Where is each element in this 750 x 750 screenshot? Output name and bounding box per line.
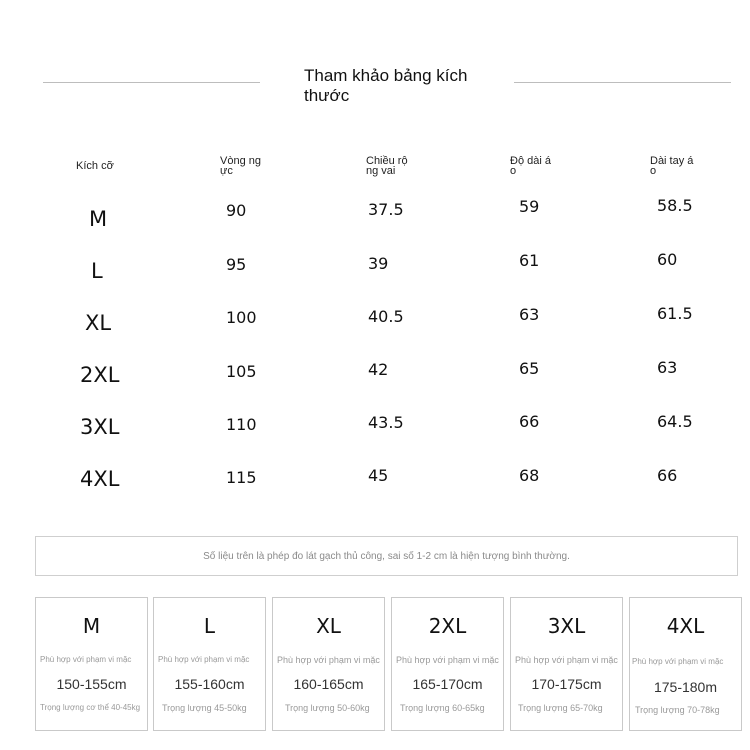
card-height: 150-155cm [56,676,127,692]
card-size: L [203,614,216,638]
row-size: 2XL [80,363,120,387]
row-sleeve: 66 [657,466,678,485]
row-length: 61 [519,251,540,270]
row-shoulder: 39 [368,254,389,273]
row-sleeve: 58.5 [657,196,693,215]
row-length: 59 [519,197,540,216]
measurement-note [35,536,738,576]
row-length: 65 [519,359,540,378]
row-chest: 100 [226,308,257,327]
card-weight: Trọng lượng 60-65kg [400,703,485,713]
card-height: 165-170cm [412,676,483,692]
card-size: 3XL [547,614,586,638]
row-chest: 95 [226,255,247,274]
card-height: 160-165cm [293,676,364,692]
title-divider-right [514,82,731,83]
card-fit-label: Phù hợp với phạm vi mặc [158,655,250,664]
card-size: XL [316,614,341,638]
measurement-note-text: Số liệu trên là phép đo lát gạch thủ công, sai số 1-2 cm là hiện tượng bình thường. [203,550,570,562]
card-height: 155-160cm [174,676,245,692]
header-shoulder: Chiều rộng vai [366,155,408,177]
row-size: L [91,259,103,283]
fit-card [629,597,742,731]
row-size: XL [85,311,112,335]
header-size: Kích cỡ [76,160,114,172]
row-sleeve: 61.5 [657,304,693,323]
row-length: 68 [519,466,540,485]
fit-card [510,597,623,731]
card-weight: Trọng lượng 50-60kg [285,703,370,713]
fit-card [35,597,148,731]
card-size: M [82,614,101,638]
card-fit-label: Phù hợp với phạm vi mặc [40,655,132,664]
fit-card [153,597,266,731]
row-chest: 105 [226,362,257,381]
row-length: 63 [519,305,540,324]
row-sleeve: 63 [657,358,678,377]
page-title: Tham khảo bảng kích thước [304,66,468,105]
card-weight: Trọng lượng 45-50kg [162,703,247,713]
card-fit-label: Phù hợp với phạm vi mặc [632,657,724,666]
row-chest: 90 [226,201,247,220]
card-fit-label: Phù hợp với phạm vi mặc [396,655,499,665]
header-chest: Vòng ngực [220,155,261,177]
card-fit-label: Phù hợp với phạm vi mặc [277,655,380,665]
card-height: 170-175cm [531,676,602,692]
row-size: 3XL [80,415,120,439]
row-chest: 115 [226,468,257,487]
row-shoulder: 43.5 [368,413,404,432]
card-size: 2XL [428,614,467,638]
fit-card [391,597,504,731]
header-length: Độ dài áo [510,155,551,177]
card-height: 175-180m [653,679,718,695]
card-size: 4XL [666,614,705,638]
row-sleeve: 64.5 [657,412,693,431]
row-shoulder: 42 [368,360,389,379]
row-shoulder: 40.5 [368,307,404,326]
card-weight: Trọng lượng 70-78kg [635,705,720,715]
row-length: 66 [519,412,540,431]
row-shoulder: 37.5 [368,200,404,219]
fit-card [272,597,385,731]
row-sleeve: 60 [657,250,678,269]
header-sleeve: Dài tay áo [650,155,694,177]
row-size: 4XL [80,467,120,491]
row-shoulder: 45 [368,466,389,485]
row-size: M [89,207,108,231]
card-weight: Trọng lượng 65-70kg [518,703,603,713]
title-divider-left [43,82,260,83]
card-weight: Trọng lượng cơ thể 40-45kg [40,703,141,712]
row-chest: 110 [226,415,257,434]
card-fit-label: Phù hợp với phạm vi mặc [515,655,618,665]
